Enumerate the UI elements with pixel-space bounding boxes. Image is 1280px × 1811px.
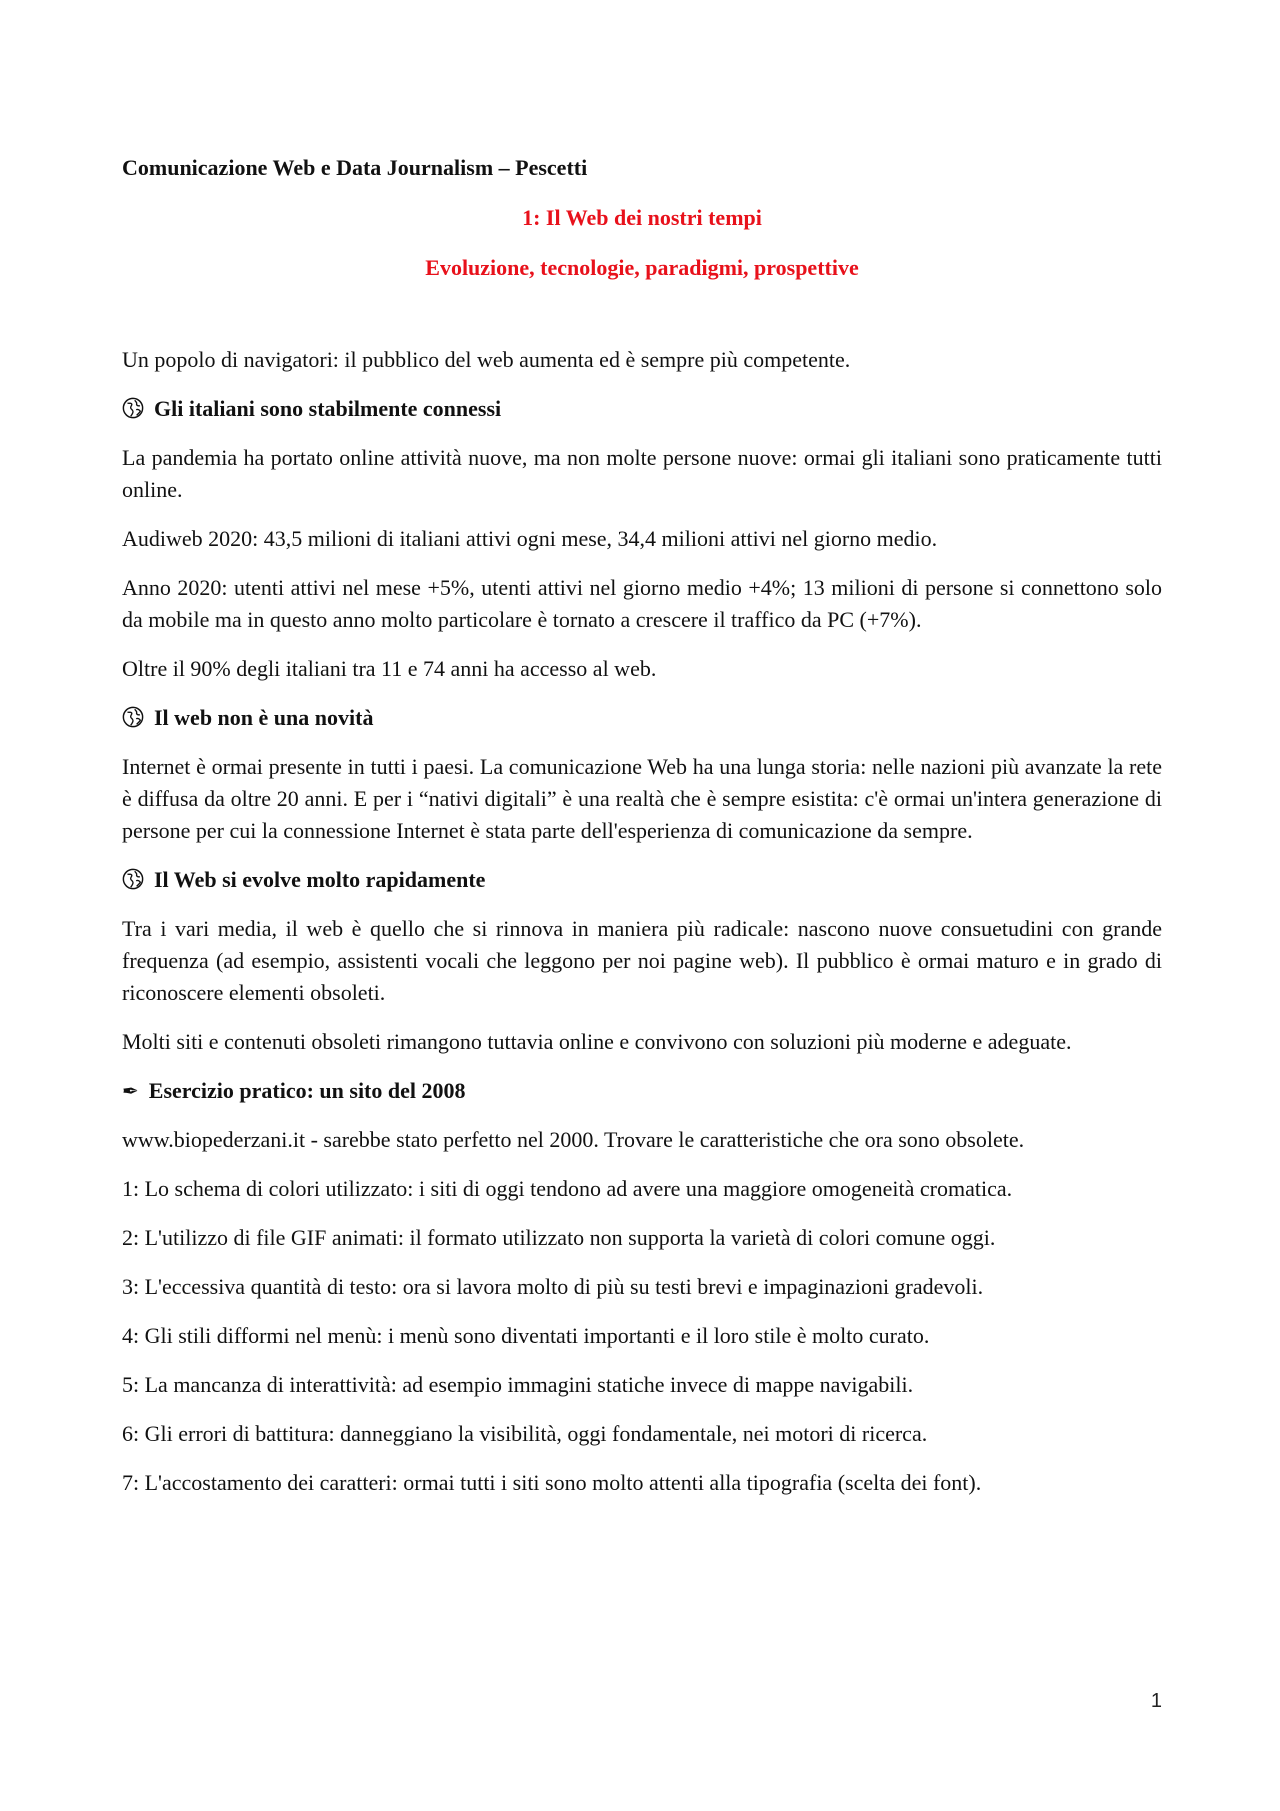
- section-paragraph: Anno 2020: utenti attivi nel mese +5%, utenti attivi nel giorno medio +4%; 13 milioni di persone si connettono solo da mobile ma in questo anno molto particolare è tornato a crescere il traffico da PC (+7%).: [122, 575, 1162, 632]
- section-heading: [122, 702, 1162, 734]
- list-item: 4: Gli stili difformi nel menù: i menù sono diventati importanti e il loro stile è molto curato.: [122, 1323, 930, 1348]
- intro-paragraph: Un popolo di navigatori: il pubblico del web aumenta ed è sempre più competente.: [122, 347, 851, 372]
- list-item: 6: Gli errori di battitura: danneggiano la visibilità, oggi fondamentale, nei motori di ricerca.: [122, 1421, 928, 1446]
- section-heading-text: Il web non è una novità: [154, 705, 374, 730]
- page-number: 1: [1150, 1690, 1162, 1712]
- list-item: 7: L'accostamento dei caratteri: ormai tutti i siti sono molto attenti alla tipografia (scelta dei font).: [122, 1470, 982, 1495]
- list-item: 3: L'eccessiva quantità di testo: ora si lavora molto di più su testi brevi e impaginazioni gradevoli.: [122, 1274, 984, 1299]
- chapter-subtitle: Evoluzione, tecnologie, paradigmi, prospettive: [425, 255, 859, 280]
- section-paragraph: La pandemia ha portato online attività nuove, ma non molte persone nuove: ormai gli italiani sono praticamente tutti online.: [122, 445, 1162, 502]
- section-paragraph: www.biopederzani.it - sarebbe stato perfetto nel 2000. Trovare le caratteristiche che ora sono obsolete.: [122, 1127, 1025, 1152]
- course-header: Comunicazione Web e Data Journalism – Pescetti: [122, 155, 588, 180]
- section-paragraph: Audiweb 2020: 43,5 milioni di italiani attivi ogni mese, 34,4 milioni attivi nel giorno medio.: [122, 526, 938, 551]
- list-item: 1: Lo schema di colori utilizzato: i siti di oggi tendono ad avere una maggiore omogeneità cromatica.: [122, 1176, 1013, 1201]
- pencil-icon: ✒: [122, 1079, 139, 1103]
- section-heading-text: Gli italiani sono stabilmente connessi: [154, 396, 502, 421]
- list-item: 5: La mancanza di interattività: ad esempio immagini statiche invece di mappe navigabili.: [122, 1372, 914, 1397]
- section-heading: [122, 1075, 1162, 1107]
- section-heading: [122, 864, 1162, 896]
- chapter-title: 1: Il Web dei nostri tempi: [522, 205, 762, 230]
- section-heading-text: Il Web si evolve molto rapidamente: [154, 867, 486, 892]
- section-paragraph: Molti siti e contenuti obsoleti rimangono tuttavia online e convivono con soluzioni più moderne e adeguate.: [122, 1029, 1072, 1054]
- list-item: 2: L'utilizzo di file GIF animati: il formato utilizzato non supporta la varietà di colori comune oggi.: [122, 1225, 996, 1250]
- section-paragraph: Oltre il 90% degli italiani tra 11 e 74 anni ha accesso al web.: [122, 656, 657, 681]
- section-heading: [122, 393, 1162, 425]
- globe-icon: [122, 706, 144, 728]
- section-heading-text: Esercizio pratico: un sito del 2008: [148, 1078, 466, 1103]
- globe-icon: [122, 397, 144, 419]
- section-paragraph: Tra i vari media, il web è quello che si rinnova in maniera più radicale: nascono nuove consuetudini con grande frequenza (ad esempio, assistenti vocali che leggono per noi pagine web). Il pubblico è ormai maturo e in grado di riconoscere elementi obsoleti.: [122, 916, 1162, 1005]
- section-paragraph: Internet è ormai presente in tutti i paesi. La comunicazione Web ha una lunga storia: nelle nazioni più avanzate la rete è diffusa da oltre 20 anni. E per i “nativi digitali” è una realtà che è sempre esistita: c'è ormai un'intera generazione di persone per cui la connessione Internet è stata parte dell'esperienza di comunicazione da sempre.: [122, 754, 1162, 843]
- globe-icon: [122, 868, 144, 890]
- document-page: [122, 150, 1162, 1516]
